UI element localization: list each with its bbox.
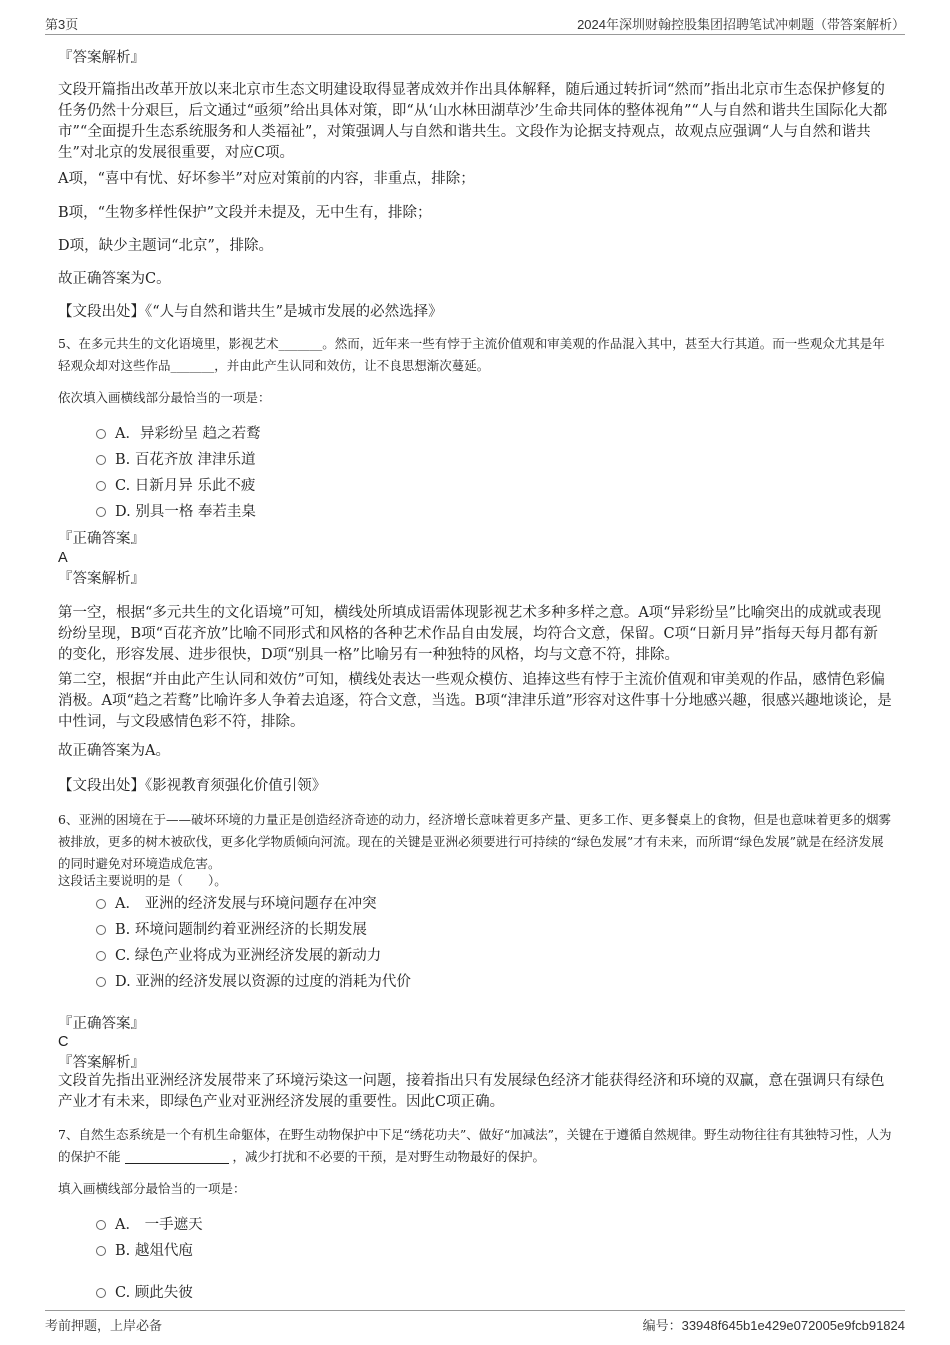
option-label: A． 一手遮天 — [115, 1217, 203, 1233]
page-header — [45, 12, 905, 35]
radio-icon[interactable] — [96, 1246, 106, 1256]
q4-option-b-note: B项，“生物多样性保护”文段并未提及，无中生有，排除； — [58, 205, 432, 221]
option-label: C. 日新月异 乐此不疲 — [115, 478, 256, 494]
radio-icon[interactable] — [96, 455, 106, 465]
q7-option-a[interactable] — [96, 1215, 203, 1235]
q5-analysis-1: 第一空，根据“多元共生的文化语境”可知，横线处所填成语需体现影视艺术多种多样之意。A项“异彩纷呈”比喻突出的成就或表现纷纷呈现，B项“百花齐放”比喻不同形式和风格的各种艺术作品自由发展，均符合文意，保留。C项“日新月异”指每天每月都有新的变化，形容发展、进步很快，D项“别具一格”比喻另有一种独特的风格，均与文意不符，排除。 — [58, 605, 882, 663]
q4-option-a-note: A项，“喜中有忧、好坏参半”对应对策前的内容，非重点，排除； — [58, 171, 475, 187]
footer-code — [643, 1315, 905, 1334]
q7-prompt: 填入画横线部分最恰当的一项是： — [58, 1181, 246, 1196]
radio-icon[interactable] — [96, 1220, 106, 1230]
q5-conclusion: 故正确答案为A。 — [58, 743, 170, 759]
q6-stem: 6、亚洲的困境在于——破坏环境的力量正是创造经济奇迹的动力，经济增长意味着更多产量、更多工作、更多餐桌上的食物，但是也意味着更多的烟雾被排放，更多的树木被砍伐，更多化学物质倾向河流。现在的关键是亚洲必须要进行可持续的“绿色发展”才有未来，而所谓“绿色发展”就是在经济发展的同时避免对环境造成危害。 — [58, 812, 891, 871]
radio-icon[interactable] — [96, 507, 106, 517]
footer-code-value: 33948f645b1e429e072005e9fcb91824 — [681, 1318, 905, 1333]
q7-stem-after: ，减少打扰和不必要的干预，是对野生动物最好的保护。 — [232, 1149, 546, 1164]
q5-analysis-label: 『答案解析』 — [58, 571, 145, 587]
option-label: D. 别具一格 奉若圭臬 — [115, 504, 256, 520]
q6-option-b[interactable] — [96, 920, 367, 940]
q5-analysis-2: 第二空，根据“并由此产生认同和效仿”可知，横线处表达一些观众模仿、追捧这些有悖于主流价值观和审美观的作品，感情色彩偏消极。A项“趋之若鹜”比喻许多人争着去追逐，符合文意，当选。B项“津津乐道”形容对这件事十分地感兴趣，很感兴趣地谈论，是中性词，与文段感情色彩不符，排除。 — [58, 672, 892, 730]
footer-slogan: 考前押题，上岸必备 — [45, 1319, 163, 1334]
option-label: A． 亚洲的经济发展与环境问题存在冲突 — [115, 896, 377, 912]
q5-option-b[interactable] — [96, 450, 255, 470]
page-footer — [45, 1310, 905, 1335]
q5-option-d[interactable] — [96, 502, 256, 522]
q4-option-d-note: D项，缺少主题词“北京”，排除。 — [58, 238, 273, 254]
radio-icon[interactable] — [96, 899, 106, 909]
q6-answer: C — [58, 1034, 69, 1050]
option-label: A．异彩纷呈 趋之若鹜 — [115, 426, 261, 442]
q5-option-c[interactable] — [96, 476, 255, 496]
q7-blank — [125, 1149, 229, 1164]
q7-option-b[interactable] — [96, 1241, 193, 1261]
q5-option-a[interactable] — [96, 424, 261, 444]
footer-code-label: 编号： — [642, 1319, 682, 1334]
q4-conclusion: 故正确答案为C。 — [58, 271, 171, 287]
radio-icon[interactable] — [96, 481, 106, 491]
page-number: 第3页 — [45, 17, 79, 32]
option-label: C. 顾此失彼 — [115, 1285, 193, 1301]
q6-option-c[interactable] — [96, 946, 381, 966]
q5-stem: 5、在多元共生的文化语境里，影视艺术_______。然而，近年来一些有悖于主流价值观和审美观的作品混入其中，甚至大行其道。而一些观众尤其是年轻观众却对这些作品_______，并由此产生认同和效仿，让不良思想渐次蔓延。 — [58, 336, 885, 373]
q6-answer-label: 『正确答案』 — [58, 1016, 145, 1032]
radio-icon[interactable] — [96, 977, 106, 987]
option-label: D. 亚洲的经济发展以资源的过度的消耗为代价 — [115, 974, 411, 990]
q5-answer-label: 『正确答案』 — [58, 531, 145, 547]
q4-source: 【文段出处】《“人与自然和谐共生”是城市发展的必然选择》 — [58, 304, 443, 320]
q4-analysis-label: 『答案解析』 — [58, 50, 145, 66]
q7-stem-before: 7、自然生态系统是一个有机生命躯体，在野生动物保护中下足“绣花功夫”、做好“加减法”，关键在于遵循自然规律。野生动物往往有其独特习性，人为的保护不能 — [58, 1127, 892, 1164]
radio-icon[interactable] — [96, 1288, 106, 1298]
radio-icon[interactable] — [96, 429, 106, 439]
radio-icon[interactable] — [96, 925, 106, 935]
q6-option-a[interactable] — [96, 894, 377, 914]
q6-prompt: 这段话主要说明的是（ ）。 — [58, 873, 227, 888]
option-label: B. 越俎代庖 — [115, 1243, 193, 1259]
q6-analysis-text: 文段首先指出亚洲经济发展带来了环境污染这一问题，接着指出只有发展绿色经济才能获得经济和环境的双赢，意在强调只有绿色产业才有未来，即绿色产业对亚洲经济发展的重要性。因此C项正确。 — [58, 1073, 885, 1110]
q5-prompt: 依次填入画横线部分最恰当的一项是： — [58, 390, 271, 405]
q7-option-c[interactable] — [96, 1283, 193, 1303]
q6-option-d[interactable] — [96, 972, 411, 992]
radio-icon[interactable] — [96, 951, 106, 961]
q7-stem — [58, 1124, 892, 1168]
q5-source: 【文段出处】《影视教育须强化价值引领》 — [58, 778, 327, 794]
q6-analysis-label: 『答案解析』 — [58, 1055, 145, 1071]
option-label: C. 绿色产业将成为亚洲经济发展的新动力 — [115, 948, 382, 964]
document-title: 2024年深圳财翰控股集团招聘笔试冲刺题（带答案解析） — [577, 17, 905, 32]
q5-answer: A — [58, 550, 68, 566]
option-label: B. 百花齐放 津津乐道 — [115, 452, 256, 468]
q4-analysis-text: 文段开篇指出改革开放以来北京市生态文明建设取得显著成效并作出具体解释，随后通过转折词“然而”指出北京市生态保护修复的任务仍然十分艰巨，后文通过“亟须”给出具体对策，即“从‘山水林田湖草沙’生命共同体的整体视角”“人与自然和谐共生国际化大都市”“全面提升生态系统服务和人类福祉”，对策强调人与自然和谐共生。文段作为论据支持观点，故观点应强调“人与自然和谐共生”对北京的发展很重要，对应C项。 — [58, 82, 888, 161]
option-label: B. 环境问题制约着亚洲经济的长期发展 — [115, 922, 367, 938]
